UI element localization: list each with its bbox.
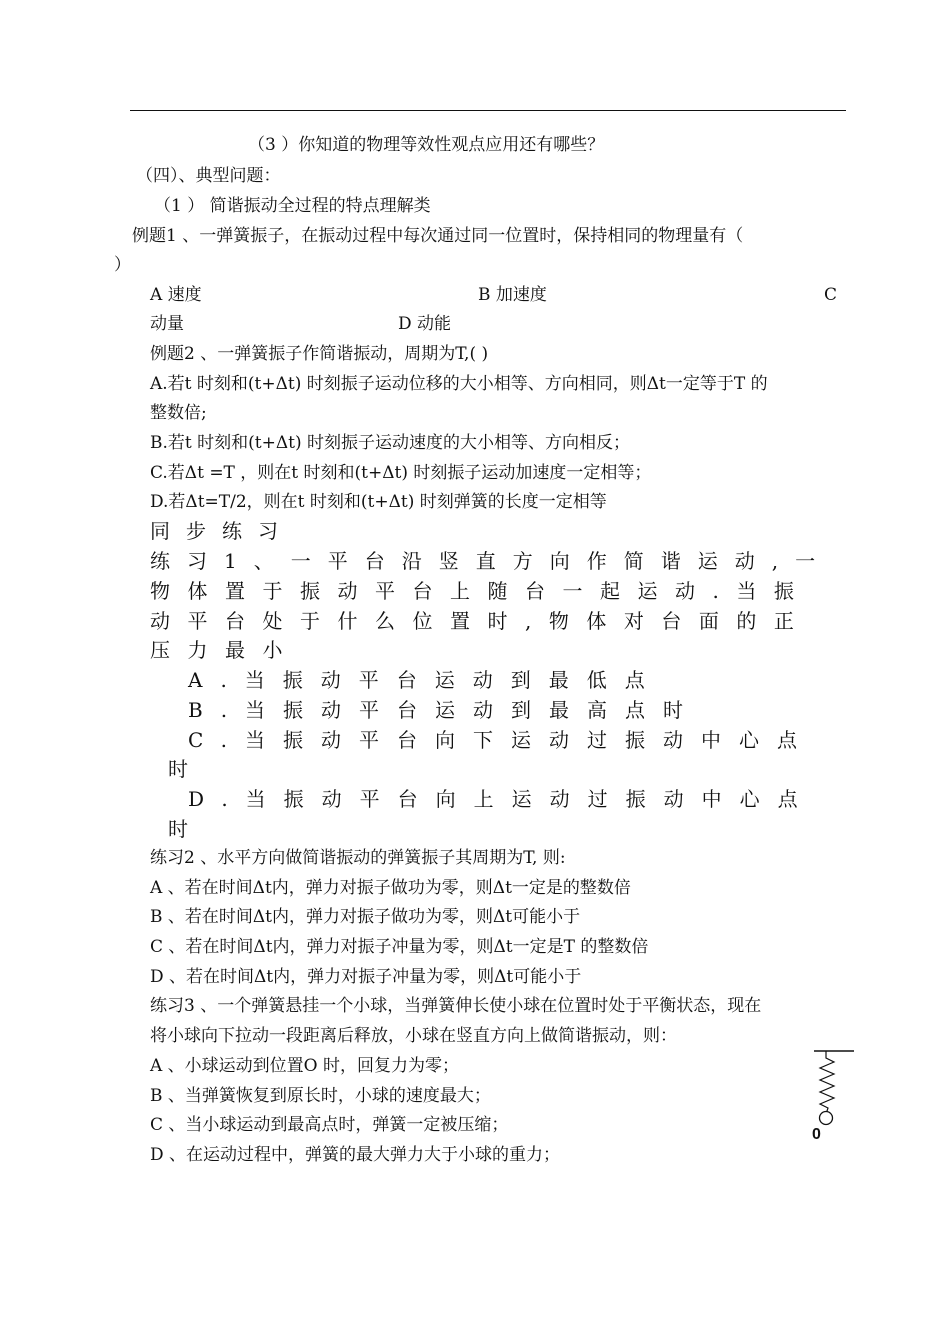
practice-1-option-c: C.当振动平台向下运动过振动中心点 [188,728,815,752]
practice-1-option-d: D.当振动平台向上运动过振动中心点 [188,787,816,811]
example-1-option-d: D 动能 [398,314,452,334]
practice-1-line-1-text: 练习1、一平台沿竖直方向作简谐运动,一 [150,549,833,573]
section-heading: （四）、典型问题： [136,166,281,186]
example-1-option-b: B 加速度 [478,285,547,305]
practice-3-option-a: A 、小球运动到位置O 时，回复力为零； [150,1056,460,1076]
example-2-title: 例题2 、一弹簧振子作简谐振动，周期为T,( ) [150,344,489,364]
example-2-option-b: B.若t 时刻和(t+Δt) 时刻振子运动速度的大小相等、方向相反； [150,433,630,453]
topic-heading: （1 ） 简谐振动全过程的特点理解类 [154,196,431,216]
practice-3-line-2: 将小球向下拉动一段距离后释放，小球在竖直方向上做简谐振动，则： [150,1026,677,1046]
spring-ball-figure [806,1048,858,1148]
example-2-option-a-line-1: A.若t 时刻和(t+Δt) 时刻振子运动位移的大小相等、方向相同，则Δt一定等于T 的 [150,374,768,394]
example-1-option-c-cont: 动量 [150,314,184,334]
example-1-option-c: C [824,285,838,305]
practice-2-option-d: D 、若在时间Δt内，弹力对振子冲量为零，则Δt可能小于 [150,967,582,987]
practice-3-line-1: 练习3 、一个弹簧悬挂一个小球，当弹簧伸长使小球在位置时处于平衡状态，现在 [150,996,762,1016]
practice-2-title: 练习2 、水平方向做简谐振动的弹簧振子其周期为T, 则: [150,848,566,868]
practice-3-option-c: C 、当小球运动到最高点时，弹簧一定被压缩； [150,1115,509,1135]
practice-1-line-4: 压力最小 [150,638,300,662]
header-rule [130,110,846,111]
practice-1-option-b: B.当振动平台运动到最高点时 [188,698,702,722]
example-1-line-2: ） [114,255,131,275]
practice-1-line-3: 动平台处于什么位置时,物体对台面的正 [150,609,812,633]
practice-1-line-2: 物体置于振动平台上随台一起运动.当振 [150,579,812,603]
example-2-option-a-line-2: 整数倍; [150,403,207,423]
practice-3-option-b: B 、当弹簧恢复到原长时，小球的速度最大； [150,1086,491,1106]
practice-1-option-d-cont: 时 [168,817,188,841]
practice-2-option-a: A 、若在时间Δt内，弹力对振子做功为零，则Δt一定是的整数倍 [150,878,631,898]
practice-2-option-c: C 、若在时间Δt内，弹力对振子冲量为零，则Δt一定是T 的整数倍 [150,937,649,957]
spring-coil [820,1051,834,1114]
position-label: 0 [812,1126,821,1143]
example-1-option-a: A 速度 [150,285,202,305]
example-2-option-c: C.若Δt =T ，则在t 时刻和(t+Δt) 时刻振子运动加速度一定相等； [150,463,652,483]
practice-3-option-d: D 、在运动过程中，弹簧的最大弹力大于小球的重力； [150,1145,561,1165]
sync-heading: 同步练习 [150,519,294,543]
practice-1-option-c-cont: 时 [168,757,188,781]
practice-2-option-b: B 、若在时间Δt内，弹力对振子做功为零，则Δt可能小于 [150,907,581,927]
practice-1-option-a: A.当振动平台运动到最低点 [188,668,663,692]
practice-1-line-1 [150,548,833,574]
question-3: （3 ）你知道的物理等效性观点应用还有哪些？ [248,135,605,155]
example-1-line-1: 例题1 、一弹簧振子，在振动过程中每次通过同一位置时，保持相同的物理量有（ [132,226,744,246]
ball [820,1112,833,1125]
example-2-option-d: D.若Δt=T/2，则在t 时刻和(t+Δt) 时刻弹簧的长度一定相等 [150,492,607,512]
